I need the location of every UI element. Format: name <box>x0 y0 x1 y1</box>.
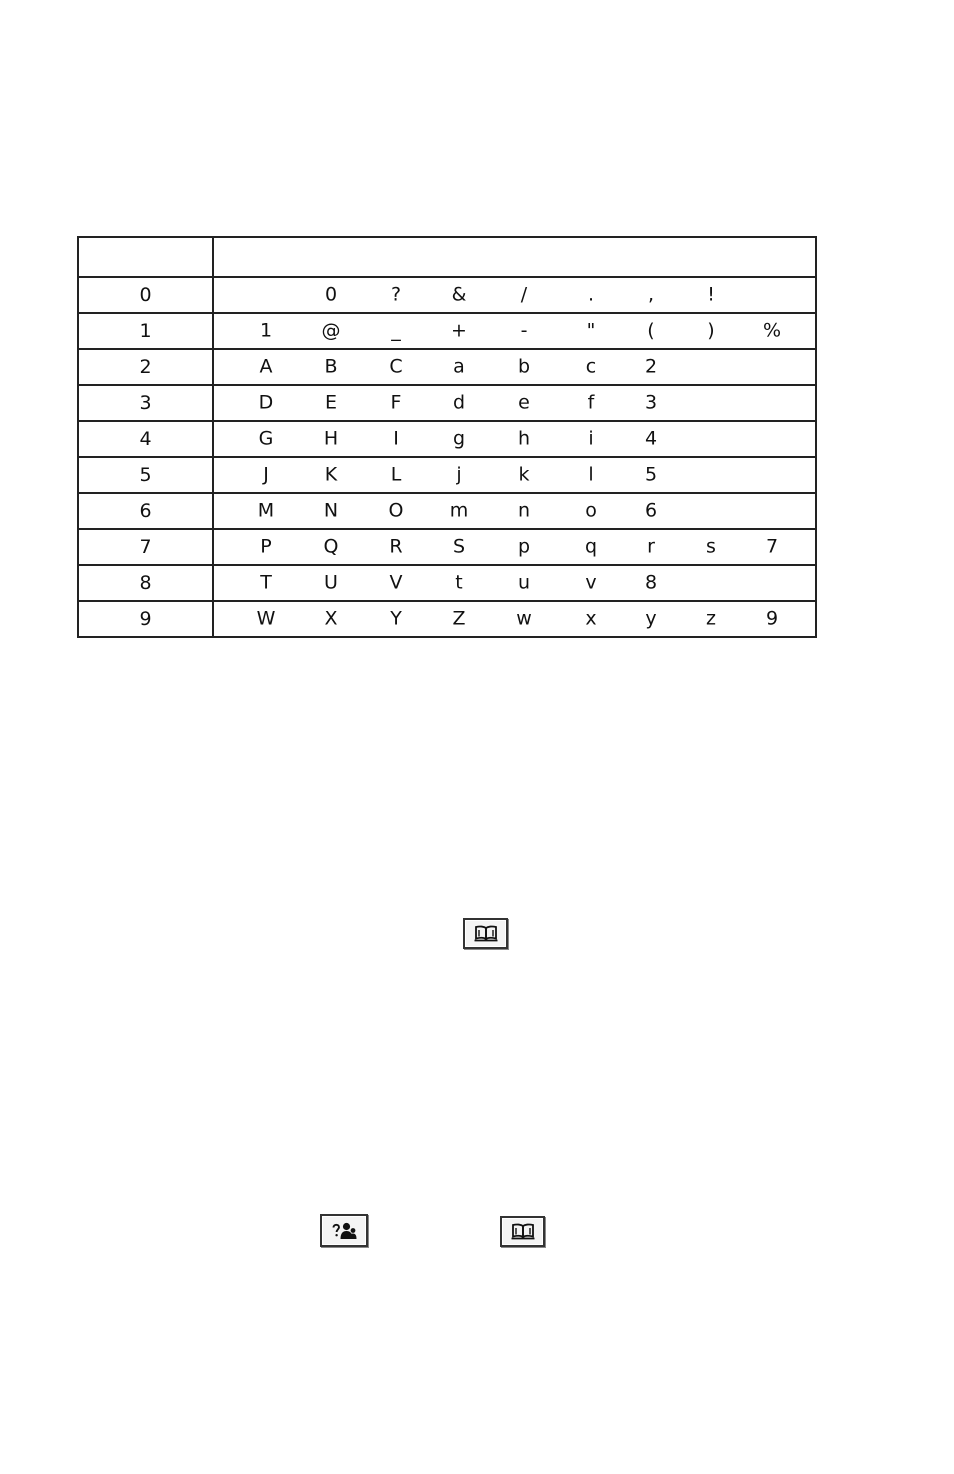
character: R <box>389 535 403 558</box>
character: Q <box>323 535 339 558</box>
character: Y <box>390 607 402 630</box>
character: 7 <box>765 535 779 558</box>
open-book-icon <box>473 925 499 942</box>
open-book-icon <box>510 1223 536 1240</box>
table-row <box>78 349 816 385</box>
character: E <box>324 391 338 414</box>
character: V <box>389 571 403 594</box>
key-characters <box>213 421 816 457</box>
character: 5 <box>644 463 658 486</box>
character: ) <box>707 319 715 342</box>
key-number: 7 <box>78 529 213 565</box>
character: / <box>520 283 528 306</box>
table-row <box>78 277 816 313</box>
character: j <box>456 463 462 486</box>
character: d <box>452 391 466 414</box>
character: 9 <box>765 607 779 630</box>
table-row <box>78 385 816 421</box>
key-number: 9 <box>78 601 213 637</box>
character: a <box>453 355 465 378</box>
character: T <box>260 571 272 594</box>
key-number: 3 <box>78 385 213 421</box>
key-characters <box>213 277 816 313</box>
character: h <box>517 427 531 450</box>
table-row <box>78 601 816 637</box>
table-row <box>78 457 816 493</box>
character: C <box>389 355 403 378</box>
table-row <box>78 421 816 457</box>
character: p <box>517 535 531 558</box>
character: q <box>584 535 598 558</box>
key-number: 1 <box>78 313 213 349</box>
character: o <box>585 499 597 522</box>
table-body <box>78 277 816 637</box>
character: U <box>324 571 338 594</box>
character: k <box>518 463 530 486</box>
character: ? <box>390 283 402 306</box>
character: % <box>762 319 782 342</box>
character: F <box>390 391 402 414</box>
table-row <box>78 565 816 601</box>
character: G <box>258 427 274 450</box>
table-row <box>78 313 816 349</box>
character: g <box>452 427 466 450</box>
character: O <box>388 499 404 522</box>
key-characters <box>213 601 816 637</box>
character: z <box>706 607 716 630</box>
character: m <box>449 499 469 522</box>
character: N <box>323 499 339 522</box>
phonebook-icon <box>463 918 508 949</box>
phonebook-icon <box>500 1216 545 1247</box>
key-characters <box>213 385 816 421</box>
character: x <box>585 607 597 630</box>
character: 3 <box>644 391 658 414</box>
character: u <box>517 571 531 594</box>
character: w <box>516 607 532 630</box>
character: i <box>588 427 594 450</box>
character: 4 <box>644 427 658 450</box>
table-header-row <box>78 237 816 277</box>
character: 6 <box>644 499 658 522</box>
character: y <box>645 607 657 630</box>
character: P <box>260 535 272 558</box>
key-number: 8 <box>78 565 213 601</box>
key-characters <box>213 529 816 565</box>
character: 8 <box>644 571 658 594</box>
key-number: 2 <box>78 349 213 385</box>
character: . <box>587 283 595 306</box>
character: n <box>517 499 531 522</box>
character: v <box>585 571 597 594</box>
character: K <box>324 463 338 486</box>
character: M <box>257 499 275 522</box>
characters-column-header <box>213 237 816 277</box>
character: t <box>455 571 463 594</box>
character: & <box>451 283 467 306</box>
key-characters <box>213 565 816 601</box>
key-characters <box>213 313 816 349</box>
table-row <box>78 529 816 565</box>
character: D <box>258 391 274 414</box>
character: ! <box>707 283 715 306</box>
character: X <box>324 607 338 630</box>
key-number: 0 <box>78 277 213 313</box>
character: 2 <box>644 355 658 378</box>
key-number: 4 <box>78 421 213 457</box>
character: + <box>451 319 467 342</box>
character: 1 <box>259 319 273 342</box>
key-characters <box>213 349 816 385</box>
character: W <box>256 607 276 630</box>
character: r <box>647 535 655 558</box>
character: A <box>259 355 273 378</box>
table-row <box>78 493 816 529</box>
character: c <box>585 355 597 378</box>
key-number: 6 <box>78 493 213 529</box>
character: s <box>706 535 716 558</box>
character: _ <box>391 319 401 342</box>
character: J <box>263 463 269 486</box>
contact-question-icon <box>320 1214 368 1247</box>
character: I <box>393 427 399 450</box>
key-number: 5 <box>78 457 213 493</box>
character: L <box>390 463 402 486</box>
key-characters <box>213 493 816 529</box>
character: , <box>647 283 655 306</box>
character: b <box>517 355 531 378</box>
character: ( <box>647 319 655 342</box>
character: B <box>324 355 338 378</box>
character: " <box>586 319 596 342</box>
character: 0 <box>324 283 338 306</box>
key-characters <box>213 457 816 493</box>
character: Z <box>452 607 466 630</box>
character: f <box>587 391 595 414</box>
character: @ <box>321 319 341 342</box>
character: e <box>518 391 530 414</box>
contact-question-glyph <box>331 1221 357 1241</box>
key-character-table <box>77 236 817 638</box>
character: - <box>520 319 528 342</box>
character: S <box>452 535 466 558</box>
key-column-header <box>78 237 213 277</box>
character: l <box>588 463 594 486</box>
character: H <box>323 427 339 450</box>
